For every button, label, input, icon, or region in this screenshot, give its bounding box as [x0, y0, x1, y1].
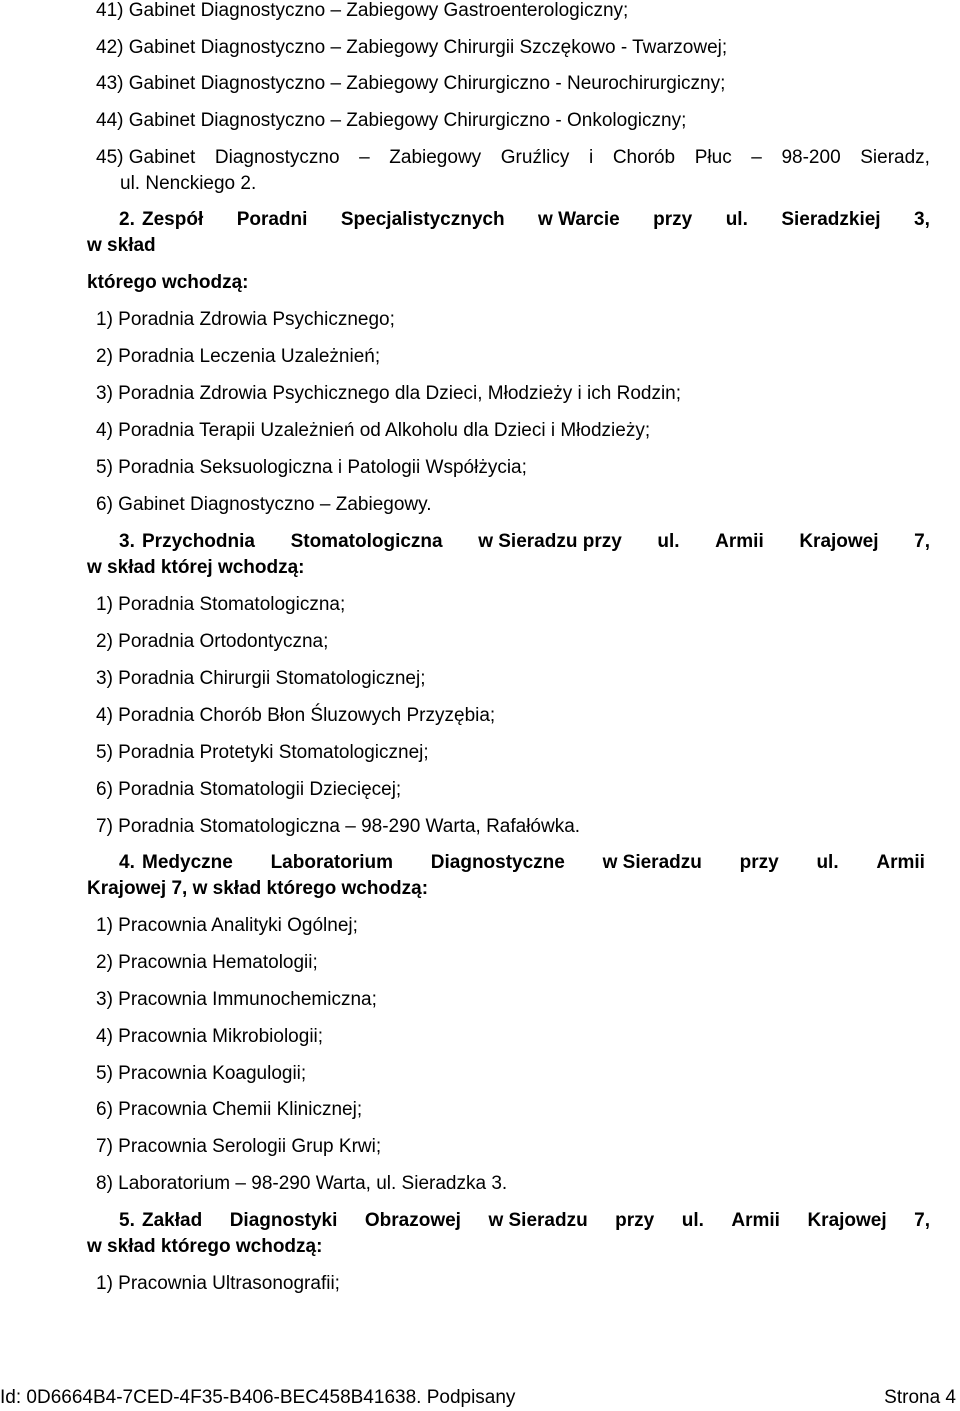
- section-number: 4.: [119, 852, 135, 873]
- list-item: 5) Poradnia Seksuologiczna i Patologii Współżycia;: [96, 457, 527, 478]
- word: przy: [653, 209, 693, 230]
- section-heading: [142, 1210, 930, 1232]
- section-heading-cont: w skład której wchodzą:: [87, 557, 305, 578]
- word: Obrazowej: [364, 1210, 461, 1231]
- list-item: 2) Poradnia Ortodontyczna;: [96, 631, 329, 652]
- word: Płuc: [694, 147, 732, 168]
- word: ul.: [681, 1210, 704, 1231]
- document-id: Id: 0D6664B4-7CED-4F35-B406-BEC458B41638. Podpisany: [0, 1387, 516, 1408]
- word: 3,: [914, 209, 930, 230]
- list-item: 4) Poradnia Terapii Uzależnień od Alkoholu dla Dzieci i Młodzieży;: [96, 420, 651, 441]
- section-heading-cont: którego wchodzą:: [87, 272, 249, 293]
- word: ul.: [725, 209, 748, 230]
- list-item: 1) Pracownia Analityki Ogólnej;: [96, 915, 358, 936]
- word: Gruźlicy: [500, 147, 570, 168]
- section-heading: [142, 209, 930, 231]
- list-item: 6) Pracownia Chemii Klinicznej;: [96, 1099, 363, 1120]
- list-item: 2) Poradnia Leczenia Uzależnień;: [96, 346, 381, 367]
- list-item: 6) Gabinet Diagnostyczno – Zabiegowy.: [96, 494, 432, 515]
- word: Stomatologiczna: [290, 531, 443, 552]
- word: 98-200: [781, 147, 841, 168]
- list-item: 5) Poradnia Protetyki Stomatologicznej;: [96, 742, 429, 763]
- list-item: 2) Pracownia Hematologii;: [96, 952, 318, 973]
- word: Krajowej: [807, 1210, 887, 1231]
- word: przy: [615, 1210, 655, 1231]
- word: Armii: [731, 1210, 780, 1231]
- section-heading-cont: w skład: [87, 235, 156, 256]
- list-item-45-line2: ul. Nenckiego 2.: [120, 173, 257, 194]
- section-heading: [142, 852, 925, 874]
- section-heading-cont: Krajowej 7, w skład którego wchodzą:: [87, 878, 429, 899]
- word: –: [751, 147, 762, 168]
- word: Armii: [876, 852, 925, 873]
- word: Diagnostyczne: [430, 852, 565, 873]
- word: Krajowej: [799, 531, 879, 552]
- word: 45) Gabinet: [96, 147, 196, 168]
- list-item: 7) Pracownia Serologii Grup Krwi;: [96, 1136, 382, 1157]
- word: przy: [739, 852, 779, 873]
- word: Chorób: [612, 147, 676, 168]
- section-number: 5.: [119, 1210, 135, 1231]
- list-item: 8) Laboratorium – 98-290 Warta, ul. Sieradzka 3.: [96, 1173, 508, 1194]
- list-item: 7) Poradnia Stomatologiczna – 98-290 Warta, Rafałówka.: [96, 816, 581, 837]
- word: Sieradz,: [860, 147, 930, 168]
- word: w Warcie: [538, 209, 620, 230]
- page-footer: [0, 1387, 960, 1409]
- list-item: 42) Gabinet Diagnostyczno – Zabiegowy Chirurgii Szczękowo - Twarzowej;: [96, 37, 728, 58]
- word: Zabiegowy: [389, 147, 482, 168]
- list-item: 4) Poradnia Chorób Błon Śluzowych Przyzębia;: [96, 705, 496, 726]
- word: w Sieradzu: [488, 1210, 588, 1231]
- word: Zespół: [142, 209, 204, 230]
- word: 7,: [914, 1210, 930, 1231]
- word: Specjalistycznych: [340, 209, 505, 230]
- list-item: 43) Gabinet Diagnostyczno – Zabiegowy Chirurgiczno - Neurochirurgiczny;: [96, 73, 726, 94]
- list-item: 3) Poradnia Zdrowia Psychicznego dla Dzieci, Młodzieży i ich Rodzin;: [96, 383, 682, 404]
- list-item: 1) Poradnia Zdrowia Psychicznego;: [96, 309, 395, 330]
- word: Przychodnia: [142, 531, 255, 552]
- word: Poradni: [236, 209, 308, 230]
- section-number: 2.: [119, 209, 135, 230]
- list-item: 4) Pracownia Mikrobiologii;: [96, 1026, 324, 1047]
- section-number: 3.: [119, 531, 135, 552]
- word: –: [359, 147, 370, 168]
- word: Laboratorium: [270, 852, 394, 873]
- word: ul.: [657, 531, 680, 552]
- list-item: 6) Poradnia Stomatologii Dziecięcej;: [96, 779, 402, 800]
- word: w Sieradzu: [602, 852, 702, 873]
- list-item: 3) Pracownia Immunochemiczna;: [96, 989, 377, 1010]
- word: w Sieradzu przy: [478, 531, 622, 552]
- word: 7,: [914, 531, 930, 552]
- word: Zakład: [142, 1210, 203, 1231]
- list-item: 1) Poradnia Stomatologiczna;: [96, 594, 346, 615]
- word: ul.: [816, 852, 839, 873]
- list-item: 3) Poradnia Chirurgii Stomatologicznej;: [96, 668, 426, 689]
- word: Diagnostyki: [229, 1210, 338, 1231]
- word: i: [588, 147, 594, 168]
- word: Sieradzkiej: [781, 209, 881, 230]
- list-item: 5) Pracownia Koagulogii;: [96, 1063, 307, 1084]
- page-number: Strona 4: [884, 1387, 956, 1408]
- word: Diagnostyczno: [214, 147, 340, 168]
- word: Medyczne: [142, 852, 233, 873]
- list-item: 44) Gabinet Diagnostyczno – Zabiegowy Chirurgiczno - Onkologiczny;: [96, 110, 687, 131]
- list-item: 41) Gabinet Diagnostyczno – Zabiegowy Gastroenterologiczny;: [96, 0, 629, 21]
- word: Armii: [715, 531, 764, 552]
- section-heading-cont: w skład którego wchodzą:: [87, 1236, 323, 1257]
- section-heading: [142, 531, 930, 553]
- list-item-45-line1: [96, 147, 930, 169]
- list-item: 1) Pracownia Ultrasonografii;: [96, 1273, 340, 1294]
